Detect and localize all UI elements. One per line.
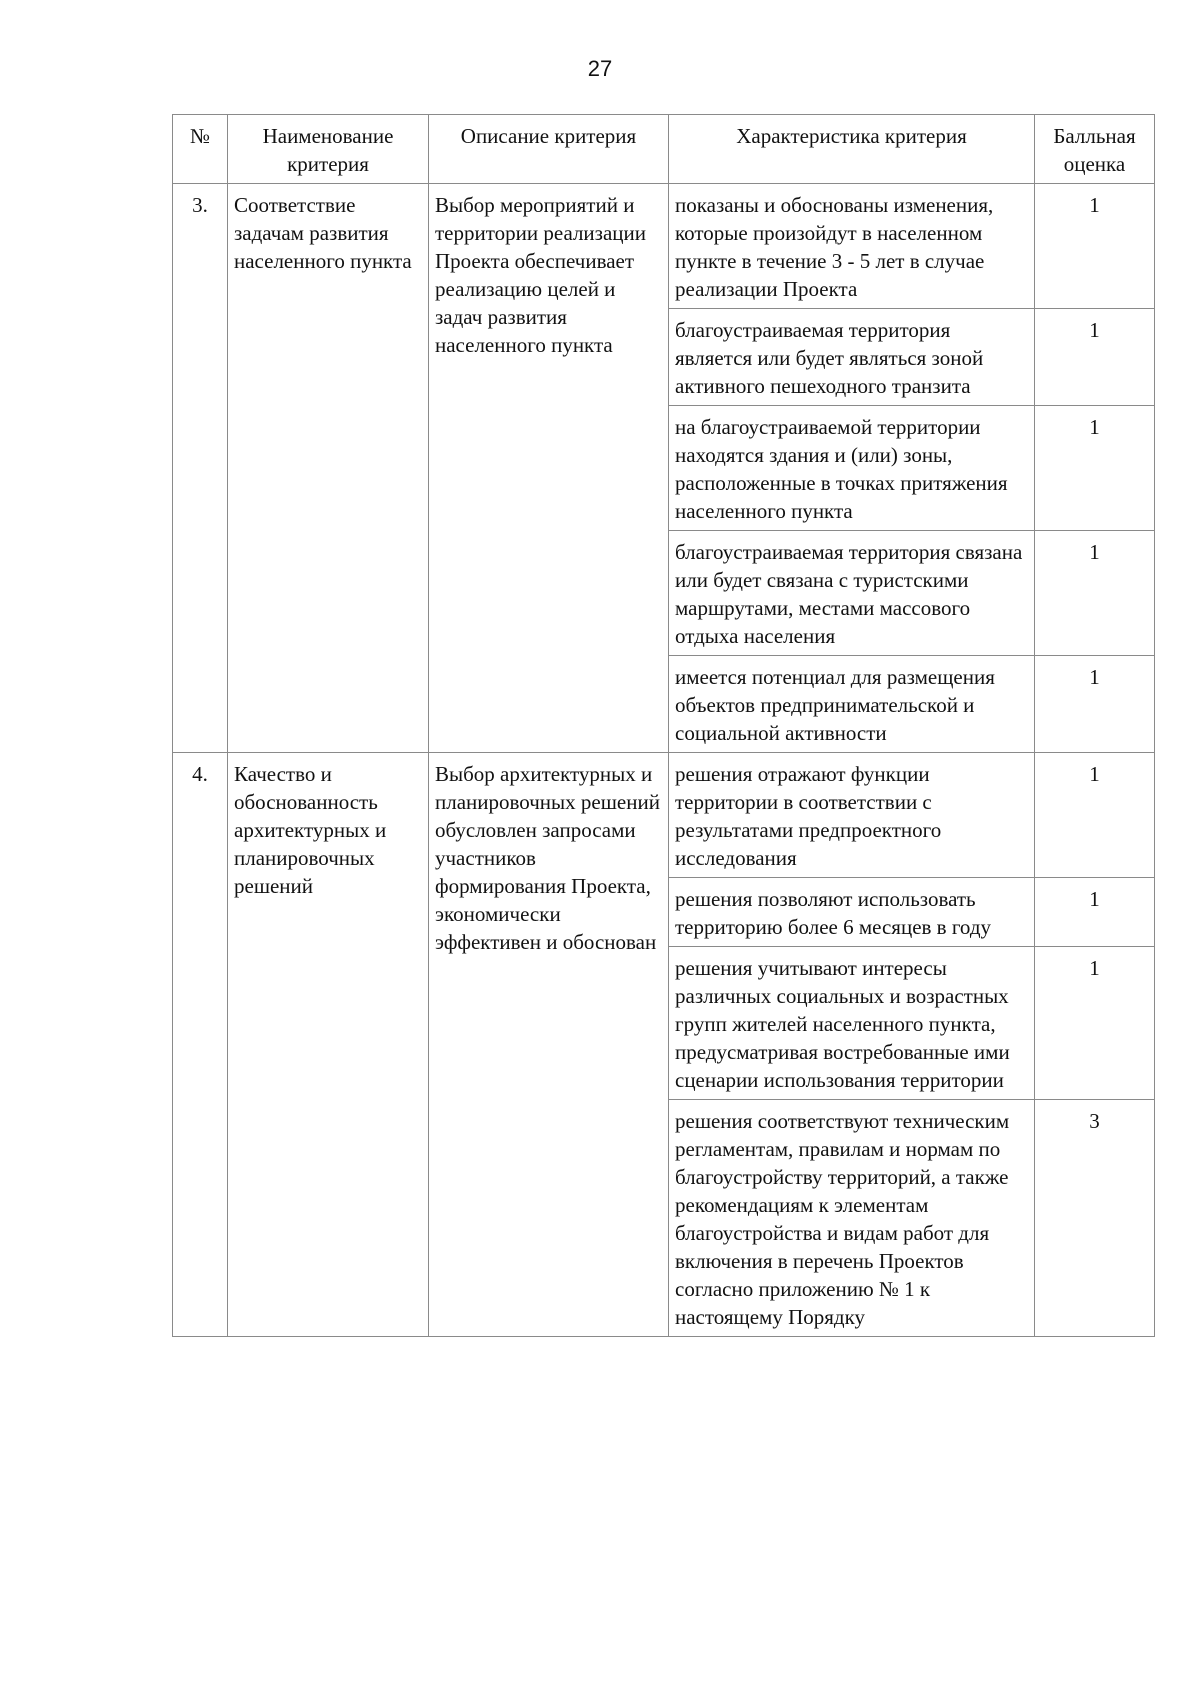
criterion-characteristic: имеется потенциал для размещения объектов предпринимательской и социальной активности	[669, 656, 1035, 753]
criteria-table	[172, 114, 1155, 1337]
criterion-name: Соответствие задачам развития населенного пункта	[228, 184, 429, 753]
criterion-score: 1	[1035, 184, 1155, 309]
criterion-number: 4.	[173, 753, 228, 1337]
table-row	[173, 184, 1155, 309]
criterion-description: Выбор архитектурных и планировочных решений обусловлен запросами участников формирования Проекта, экономически эффективен и обоснован	[429, 753, 669, 1337]
header-description: Описание критерия	[429, 115, 669, 184]
criterion-characteristic: решения отражают функции территории в соответствии с результатами предпроектного исследования	[669, 753, 1035, 878]
page-number: 27	[587, 56, 613, 81]
criterion-characteristic: решения позволяют использовать территорию более 6 месяцев в году	[669, 878, 1035, 947]
criterion-score: 1	[1035, 309, 1155, 406]
criterion-description: Выбор мероприятий и территории реализации Проекта обеспечивает реализацию целей и задач развития населенного пункта	[429, 184, 669, 753]
criterion-name: Качество и обоснованность архитектурных и планировочных решений	[228, 753, 429, 1337]
criterion-score: 3	[1035, 1100, 1155, 1337]
table-header-row	[173, 115, 1155, 184]
criterion-characteristic: показаны и обоснованы изменения, которые произойдут в населенном пункте в течение 3 - 5 лет в случае реализации Проекта	[669, 184, 1035, 309]
criterion-number: 3.	[173, 184, 228, 753]
criterion-score: 1	[1035, 656, 1155, 753]
criterion-characteristic: на благоустраиваемой территории находятся здания и (или) зоны, расположенные в точках притяжения населенного пункта	[669, 406, 1035, 531]
header-number: №	[173, 115, 228, 184]
table-row	[173, 753, 1155, 878]
criterion-characteristic: решения учитывают интересы различных социальных и возрастных групп жителей населенного пункта, предусматривая востребованные ими сценарии использования территории	[669, 947, 1035, 1100]
criterion-score: 1	[1035, 878, 1155, 947]
criterion-characteristic: благоустраиваемая территория связана или будет связана с туристскими маршрутами, местами массового отдыха населения	[669, 531, 1035, 656]
criterion-score: 1	[1035, 753, 1155, 878]
header-score: Балльная оценка	[1035, 115, 1155, 184]
criterion-characteristic: благоустраиваемая территория является или будет являться зоной активного пешеходного транзита	[669, 309, 1035, 406]
criterion-score: 1	[1035, 531, 1155, 656]
criterion-score: 1	[1035, 947, 1155, 1100]
criterion-characteristic: решения соответствуют техническим регламентам, правилам и нормам по благоустройству территорий, а также рекомендациям к элементам благоустройства и видам работ для включения в перечень Проектов согласно приложению № 1 к настоящему Порядку	[669, 1100, 1035, 1337]
criterion-score: 1	[1035, 406, 1155, 531]
header-characteristic: Характеристика критерия	[669, 115, 1035, 184]
header-name: Наименование критерия	[228, 115, 429, 184]
